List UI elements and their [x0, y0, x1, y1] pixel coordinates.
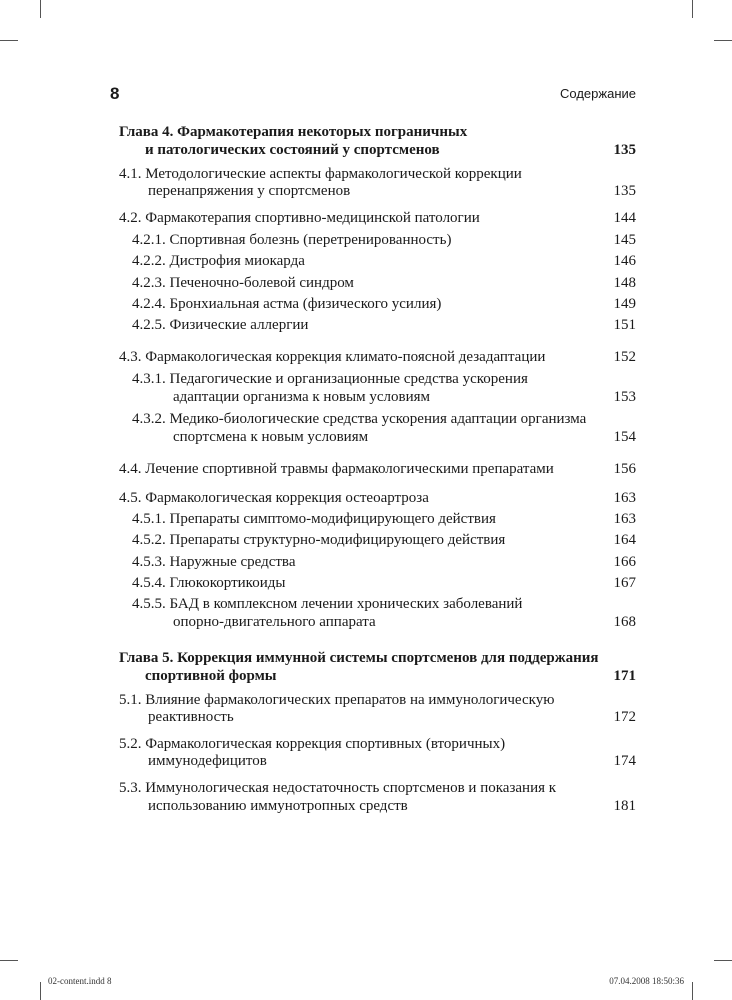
- toc-entry-title: Глава 5. Коррекция иммунной системы спортсменов для поддержания: [119, 650, 599, 666]
- toc-entry-4-5-4[interactable]: [119, 573, 636, 593]
- page-number: 8: [110, 84, 120, 103]
- toc-entry-title: 5.1. Влияние фармакологических препаратов на иммунологическую: [119, 692, 555, 708]
- toc-entry-title: адаптации организма к новым условиям: [173, 389, 430, 405]
- toc-entry-title: 4.5.4. Глюкокортикоиды: [132, 575, 286, 591]
- toc-entry-title: 4.5.2. Препараты структурно-модифицирующего действия: [132, 532, 506, 548]
- toc-page-number: 144: [613, 210, 636, 226]
- toc-page-number: 146: [613, 253, 636, 269]
- toc-entry-title: 4.3.2. Медико-биологические средства ускорения адаптации организма: [132, 411, 587, 427]
- toc-entry-title: 4.2.1. Спортивная болезнь (перетренированность): [132, 232, 452, 248]
- toc-page-number: 156: [613, 461, 636, 477]
- toc-entry-5-3[interactable]: [119, 778, 636, 798]
- toc-entry-5-3-cont: [119, 796, 636, 816]
- toc-page-number: 135: [613, 183, 636, 199]
- toc-entry-title: 4.5.3. Наружные средства: [132, 554, 296, 570]
- toc-entry-title: 5.3. Иммунологическая недостаточность спортсменов и показания к: [119, 780, 557, 796]
- toc-entry-title: 5.2. Фармакологическая коррекция спортивных (вторичных): [119, 736, 506, 752]
- toc-entry-chapter-4[interactable]: [119, 122, 636, 142]
- toc-entry-4-1-cont: [119, 181, 636, 201]
- toc-entry-title: спортивной формы: [145, 668, 277, 684]
- toc-page-number: 164: [613, 532, 636, 548]
- print-slug-filename: 02-content.indd 8: [48, 976, 112, 986]
- toc-entry-title: Глава 4. Фармакотерапия некоторых пограничных: [119, 124, 468, 140]
- toc-entry-title: перенапряжения у спортсменов: [148, 183, 351, 199]
- toc-entry-4-3-2-cont: [119, 427, 636, 447]
- toc-entry-title: 4.5.1. Препараты симптомо-модифицирующего действия: [132, 511, 496, 527]
- toc-entry-4-5[interactable]: [119, 488, 636, 508]
- toc-entry-chapter-5-cont: [119, 666, 636, 686]
- toc-entry-title: 4.1. Методологические аспекты фармакологической коррекции: [119, 166, 522, 182]
- toc-entry-chapter-5[interactable]: [119, 648, 636, 668]
- toc-page-number: 172: [613, 709, 636, 725]
- toc-page-number: 181: [613, 798, 636, 814]
- toc-entry-title: 4.2. Фармакотерапия спортивно-медицинской патологии: [119, 210, 480, 226]
- toc-entry-4-2-1[interactable]: [119, 230, 636, 250]
- toc-entry-title: 4.3. Фармакологическая коррекция климато-поясной дезадаптации: [119, 349, 546, 365]
- toc-entry-5-2-cont: [119, 751, 636, 771]
- toc-entry-title: и патологических состояний у спортсменов: [145, 142, 440, 158]
- toc-page-number: 174: [613, 753, 636, 769]
- toc-page-number: 171: [613, 668, 636, 684]
- toc-entry-4-5-2[interactable]: [119, 530, 636, 550]
- toc-page-number: 166: [613, 554, 636, 570]
- toc-page-number: 154: [613, 429, 636, 445]
- toc-page-number: 153: [613, 389, 636, 405]
- toc-entry-title: 4.3.1. Педагогические и организационные средства ускорения: [132, 371, 528, 387]
- toc-entry-title: 4.5. Фармакологическая коррекция остеоартроза: [119, 490, 429, 506]
- toc-page-number: 167: [613, 575, 636, 591]
- toc-entry-title: иммунодефицитов: [148, 753, 267, 769]
- toc-page-number: 149: [613, 296, 636, 312]
- toc-entry-title: 4.4. Лечение спортивной травмы фармакологическими препаратами: [119, 461, 554, 477]
- toc-entry-title: 4.2.3. Печеночно-болевой синдром: [132, 275, 354, 291]
- toc-page-number: 168: [613, 614, 636, 630]
- toc-entry-title: опорно-двигательного аппарата: [173, 614, 376, 630]
- toc-entry-5-1-cont: [119, 707, 636, 727]
- toc-entry-4-5-3[interactable]: [119, 552, 636, 572]
- toc-entry-4-3-2[interactable]: [119, 409, 636, 429]
- toc-entry-4-5-5-cont: [119, 612, 636, 632]
- toc-page-number: 148: [613, 275, 636, 291]
- toc-entry-title: спортсмена к новым условиям: [173, 429, 369, 445]
- toc-entry-4-2-2[interactable]: [119, 251, 636, 271]
- toc-entry-4-2[interactable]: [119, 208, 636, 228]
- toc-page-number: 163: [613, 511, 636, 527]
- toc-entry-4-5-5[interactable]: [119, 594, 636, 614]
- toc-entry-title: 4.2.4. Бронхиальная астма (физического усилия): [132, 296, 442, 312]
- toc-entry-4-3[interactable]: [119, 347, 636, 367]
- toc-page-number: 145: [613, 232, 636, 248]
- toc-entry-title: 4.2.5. Физические аллергии: [132, 317, 309, 333]
- toc-entry-title: 4.2.2. Дистрофия миокарда: [132, 253, 305, 269]
- running-head: Содержание: [560, 86, 636, 101]
- toc-entry-title: 4.5.5. БАД в комплексном лечении хронических заболеваний: [132, 596, 523, 612]
- toc-page-number: 151: [613, 317, 636, 333]
- toc-entry-4-3-1[interactable]: [119, 369, 636, 389]
- toc-entry-4-2-3[interactable]: [119, 273, 636, 293]
- toc-entry-chapter-4-cont: [119, 140, 636, 160]
- toc-entry-4-4[interactable]: [119, 459, 636, 479]
- toc-entry-4-2-5[interactable]: [119, 315, 636, 335]
- toc-entry-4-5-1[interactable]: [119, 509, 636, 529]
- toc-page-number: 135: [613, 142, 636, 158]
- toc-page-number: 152: [613, 349, 636, 365]
- toc-entry-title: использованию иммунотропных средств: [148, 798, 408, 814]
- toc-entry-4-2-4[interactable]: [119, 294, 636, 314]
- print-slug-timestamp: 07.04.2008 18:50:36: [609, 976, 684, 986]
- toc-entry-title: реактивность: [148, 709, 234, 725]
- toc-page-number: 163: [613, 490, 636, 506]
- toc-entry-4-3-1-cont: [119, 387, 636, 407]
